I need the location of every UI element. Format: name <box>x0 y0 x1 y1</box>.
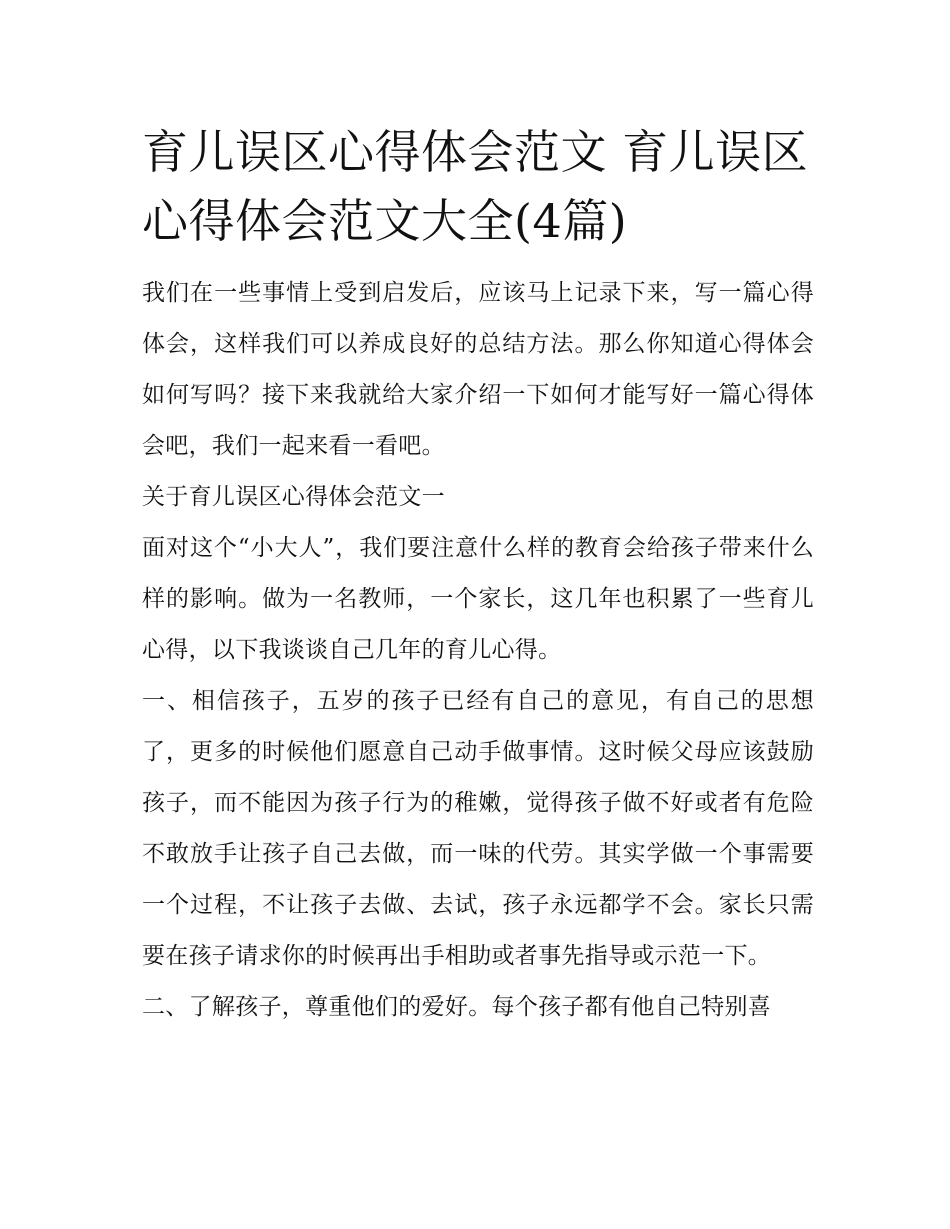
section-heading: 关于育儿误区心得体会范文一 <box>142 484 445 510</box>
body-paragraph: 二、了解孩子，尊重他们的爱好。每个孩子都有他自己特别喜 <box>142 994 772 1020</box>
body-paragraph: 一、相信孩子，五岁的孩子已经有自己的意见，有自己的思想了，更多的时候他们愿意自己动手做事情。这时候父母应该鼓励孩子，而不能因为孩子行为的稚嫩，觉得孩子做不好或者有危险不敢放手让孩子自己去做，而一味的代劳。其实学做一个事需要一个过程，不让孩子去做、去试，孩子永远都学不会。家长只需要在孩子请求你的时候再出手相助或者事先指导或示范一下。 <box>142 688 814 969</box>
body-paragraph: 面对这个“小大人”，我们要注意什么样的教育会给孩子带来什么样的影响。做为一名教师，一个家长，这几年也积累了一些育儿心得，以下我谈谈自己几年的育儿心得。 <box>142 535 814 663</box>
document-body <box>142 118 814 1033</box>
intro-paragraph: 我们在一些事情上受到启发后，应该马上记录下来，写一篇心得体会，这样我们可以养成良好的总结方法。那么你知道心得体会如何写吗？接下来我就给大家介绍一下如何才能写好一篇心得体会吧，我们一起来看一看吧。 <box>142 280 814 459</box>
document-title: 育儿误区心得体会范文 育儿误区心得体会范文大全(4篇) <box>142 125 809 248</box>
